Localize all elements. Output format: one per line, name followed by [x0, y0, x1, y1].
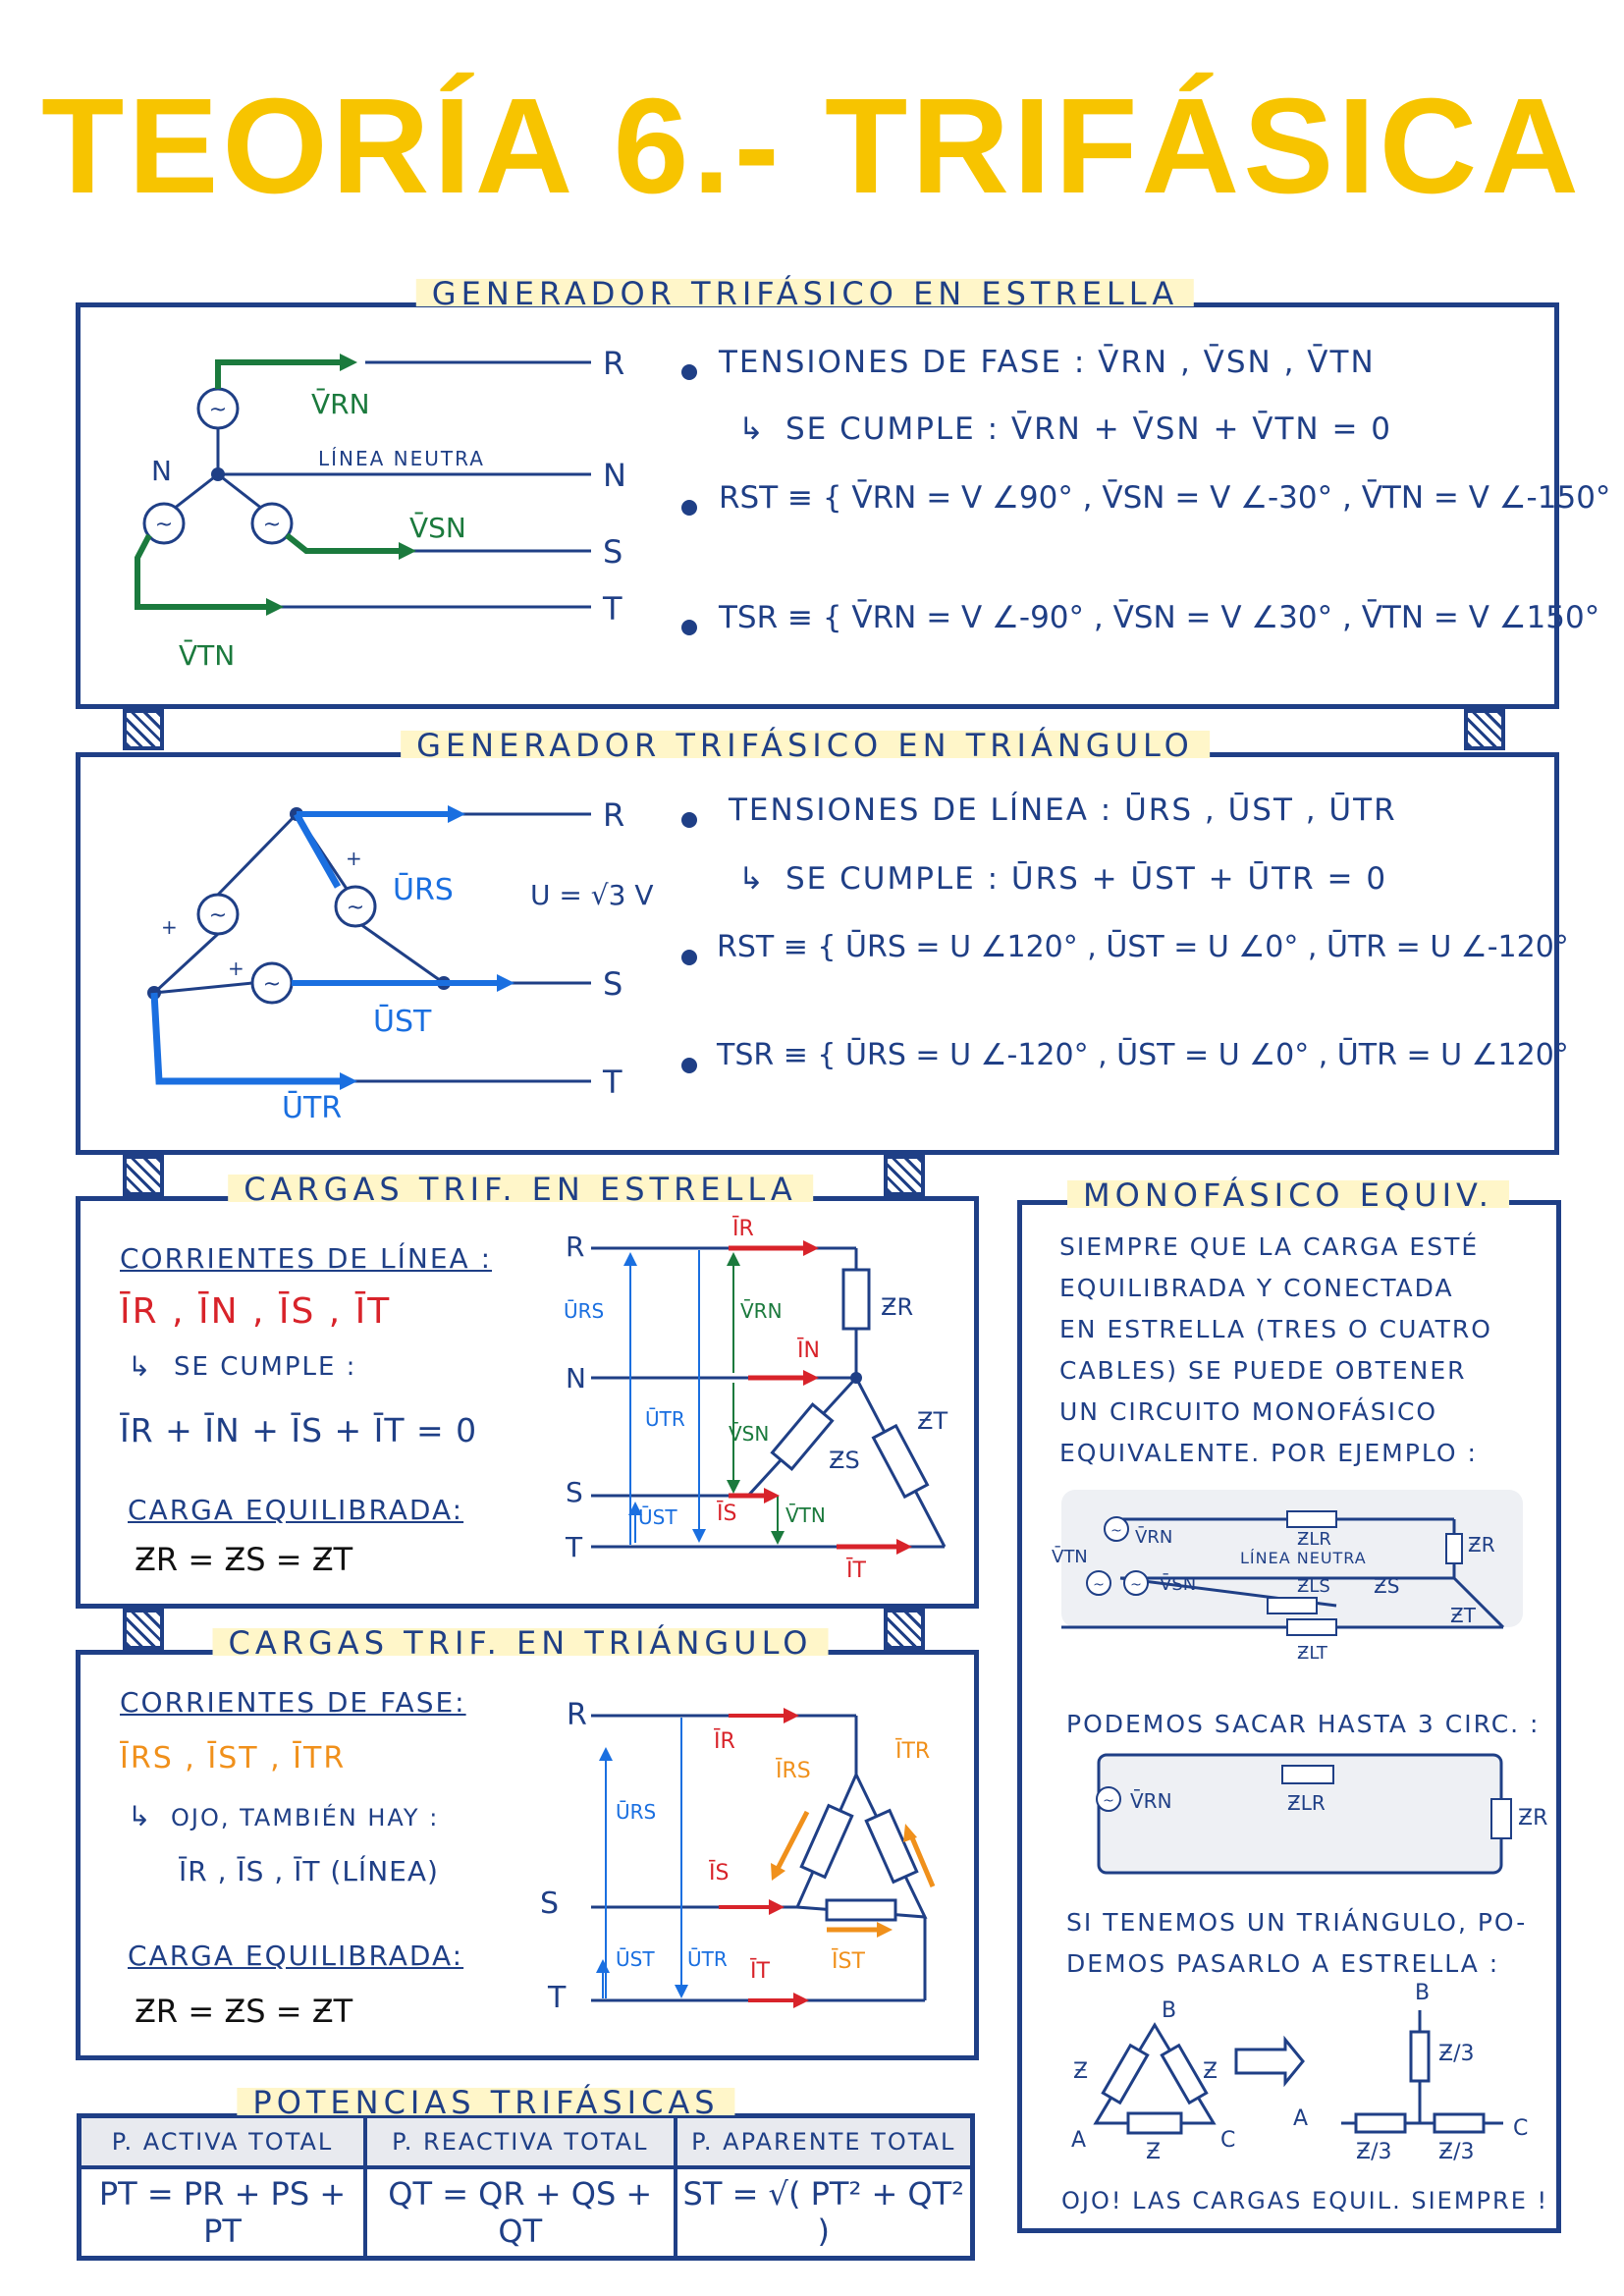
is-label: ĪS	[709, 1861, 730, 1886]
mono-text-line: EQUILIBRADA Y CONECTADA	[1059, 1274, 1454, 1302]
svg-text:~: ~	[208, 398, 228, 422]
delta-star-text: SI TENEMOS UN TRIÁNGULO, PO-	[1066, 1908, 1528, 1937]
svg-text:~: ~	[208, 903, 228, 928]
bullet	[681, 500, 697, 516]
terminal-s: S	[540, 1886, 560, 1921]
zr-label: ƵR	[881, 1293, 914, 1321]
hatch-pillar	[123, 1155, 164, 1196]
it-label: ĪT	[750, 1959, 770, 1984]
zlt-label: ƵLT	[1297, 1643, 1327, 1664]
zt-label: ƵT	[1450, 1604, 1476, 1627]
power-formula-active: PT = PR + PS + PT	[80, 2167, 366, 2259]
star-loads-arrow-icon: ↳	[128, 1350, 151, 1383]
powers-title: POTENCIAS TRIFÁSICAS	[237, 2084, 734, 2121]
terminal-r: R	[603, 345, 625, 382]
zt-label: ƵT	[917, 1407, 948, 1435]
irs-label: ĪRS	[776, 1759, 811, 1783]
star-loads-diagram	[81, 1201, 974, 1604]
star-generator-box	[76, 302, 1611, 709]
mono-title: MONOFÁSICO EQUIV.	[1067, 1176, 1509, 1214]
power-header-apparent: P. APARENTE TOTAL	[676, 2116, 973, 2168]
z3-label: Ƶ/3	[1356, 2140, 1392, 2164]
single-zr-label: ƵR	[1518, 1806, 1548, 1831]
bullet	[681, 812, 697, 828]
utr-label: ŪTR	[687, 1947, 728, 1971]
power-formula-reactive: QT = QR + QS + QT	[365, 2167, 676, 2259]
terminal-r: R	[566, 1230, 585, 1263]
node-a: A	[1071, 2128, 1087, 2153]
star-tsr: TSR ≡ { V̄RN = V ∠-90° , V̄SN = V ∠30° , V̄TN = V ∠150°	[719, 600, 1600, 635]
delta-loads-box	[76, 1650, 979, 2060]
vtn-label: V̄TN	[179, 639, 236, 672]
star-node-label: N	[151, 455, 172, 487]
svg-text:~: ~	[1130, 1577, 1142, 1593]
z-label: Ƶ	[1203, 2059, 1218, 2084]
star-loads-box	[76, 1196, 979, 1609]
u-relation: U = √3 V	[530, 879, 654, 911]
utr-label: ŪTR	[645, 1407, 685, 1431]
mono-text-line: EQUIVALENTE. POR EJEMPLO :	[1059, 1439, 1478, 1467]
z3-label: Ƶ/3	[1438, 2140, 1475, 2164]
vtn-label: V̄TN	[1052, 1547, 1088, 1567]
mono-box	[1017, 1200, 1561, 2233]
vrn-label: V̄RN	[740, 1299, 783, 1323]
urs-label: ŪRS	[393, 873, 454, 907]
hatch-pillar	[884, 1155, 925, 1196]
vrn-label: V̄RN	[1135, 1527, 1173, 1548]
hatch-pillar	[123, 709, 164, 750]
ust-label: ŪST	[373, 1005, 432, 1039]
delta-loads-diagram	[81, 1655, 974, 2055]
mono-text-line: UN CIRCUITO MONOFÁSICO	[1059, 1397, 1438, 1426]
delta-star-text: DEMOS PASARLO A ESTRELLA :	[1066, 1949, 1500, 1978]
ir-label: ĪR	[714, 1729, 735, 1754]
utr-label: ŪTR	[282, 1091, 343, 1125]
neutral-line-label: LÍNEA NEUTRA	[1240, 1549, 1367, 1567]
zr-label: ƵR	[1468, 1533, 1495, 1557]
ir-label: ĪR	[732, 1217, 754, 1241]
node-a: A	[1293, 2106, 1309, 2131]
svg-text:~: ~	[262, 513, 282, 537]
vsn-label: V̄SN	[409, 512, 466, 544]
power-header-reactive: P. REACTIVA TOTAL	[365, 2116, 676, 2168]
terminal-n: N	[566, 1362, 586, 1394]
svg-text:+: +	[346, 847, 362, 870]
mono-text-line: EN ESTRELLA (TRES O CUATRO	[1059, 1315, 1492, 1343]
zs-label: ƵS	[829, 1447, 860, 1474]
bullet	[681, 950, 697, 965]
powers-table	[77, 2113, 975, 2261]
hatch-pillar	[123, 1609, 164, 1650]
delta-sum-rule: SE CUMPLE : ŪRS + ŪST + ŪTR = 0	[785, 861, 1388, 897]
z-label: Ƶ	[1073, 2059, 1089, 2084]
star-generator-title: GENERADOR TRIFÁSICO EN ESTRELLA	[416, 275, 1194, 312]
mono-text-line: SIEMPRE QUE LA CARGA ESTÉ	[1059, 1232, 1480, 1261]
star-balanced-heading: CARGA EQUILIBRADA:	[128, 1494, 464, 1526]
z-label: Ƶ	[1146, 2140, 1162, 2164]
terminal-s: S	[566, 1476, 583, 1508]
in-label: ĪN	[797, 1339, 820, 1363]
hatch-pillar	[1464, 709, 1505, 750]
svg-text:~: ~	[1093, 1577, 1105, 1593]
mono-text-line: CABLES) SE PUEDE OBTENER	[1059, 1356, 1467, 1385]
vsn-label: V̄SN	[729, 1422, 770, 1446]
star-sum-arrow-icon: ↳	[738, 411, 766, 447]
itr-label: ĪTR	[895, 1739, 931, 1764]
ust-label: ŪST	[638, 1505, 677, 1529]
terminal-t: T	[603, 590, 623, 628]
delta-note-arrow-icon: ↳	[128, 1800, 151, 1832]
svg-text:+: +	[228, 957, 244, 980]
delta-currents-heading: CORRIENTES DE FASE:	[120, 1686, 466, 1719]
terminal-t: T	[548, 1981, 567, 2015]
node-c: C	[1513, 2116, 1529, 2141]
page-title: TEORÍA 6.- TRIFÁSICA	[41, 71, 1583, 222]
delta-note: OJO, TAMBIÉN HAY :	[171, 1804, 440, 1831]
ist-label: ĪST	[832, 1949, 865, 1974]
delta-line-currents: ĪR , ĪS , ĪT (LÍNEA)	[179, 1855, 439, 1887]
star-loads-sum-rule: ĪR + ĪN + ĪS + ĪT = 0	[120, 1411, 478, 1449]
star-sum-rule: SE CUMPLE : V̄RN + V̄SN + V̄TN = 0	[785, 411, 1393, 447]
z3-label: Ƶ/3	[1438, 2042, 1475, 2066]
power-header-active: P. ACTIVA TOTAL	[80, 2116, 366, 2168]
star-currents-heading: CORRIENTES DE LÍNEA :	[120, 1242, 492, 1275]
svg-text:~: ~	[1110, 1523, 1122, 1539]
it-label: ĪT	[846, 1558, 866, 1583]
star-rst: RST ≡ { V̄RN = V ∠90° , V̄SN = V ∠-30° , V̄TN = V ∠-150°	[719, 480, 1611, 516]
line-voltages: TENSIONES DE LÍNEA : ŪRS , ŪST , ŪTR	[729, 793, 1397, 828]
delta-tsr: TSR ≡ { ŪRS = U ∠-120° , ŪST = U ∠0° , ŪTR = U ∠120°	[717, 1038, 1569, 1072]
vsn-label: V̄SN	[1160, 1574, 1197, 1595]
terminal-t: T	[603, 1064, 623, 1101]
star-loads-sum-label: SE CUMPLE :	[174, 1352, 357, 1382]
urs-label: ŪRS	[564, 1299, 605, 1323]
bullet	[681, 364, 697, 380]
neutral-line-label: LÍNEA NEUTRA	[318, 447, 485, 470]
single-zlr-label: ƵLR	[1287, 1791, 1326, 1815]
warning-text: OJO! LAS CARGAS EQUIL. SIEMPRE !	[1061, 2187, 1549, 2214]
delta-loads-title: CARGAS TRIF. EN TRIÁNGULO	[213, 1624, 829, 1662]
single-vrn-label: V̄RN	[1130, 1789, 1172, 1813]
node-b: B	[1162, 1998, 1177, 2023]
terminal-r: R	[567, 1698, 587, 1732]
delta-generator-title: GENERADOR TRIFÁSICO EN TRIÁNGULO	[401, 727, 1210, 764]
delta-sum-arrow-icon: ↳	[738, 861, 764, 897]
bullet	[681, 1058, 697, 1073]
is-label: ĪS	[717, 1502, 737, 1526]
star-currents: ĪR , ĪN , ĪS , ĪT	[120, 1291, 392, 1332]
svg-text:~: ~	[1103, 1793, 1114, 1809]
star-loads-title: CARGAS TRIF. EN ESTRELLA	[228, 1171, 813, 1208]
hatch-pillar	[884, 1609, 925, 1650]
svg-text:~: ~	[346, 896, 365, 920]
terminal-r: R	[603, 796, 625, 834]
delta-balanced-rule: ƵR = ƵS = ƵT	[135, 1993, 353, 2030]
terminal-n: N	[603, 457, 626, 494]
urs-label: ŪRS	[616, 1800, 657, 1824]
terminal-t: T	[566, 1531, 583, 1563]
delta-currents: ĪRS , ĪST , ĪTR	[120, 1741, 347, 1776]
node-c: C	[1220, 2128, 1236, 2153]
power-formula-apparent: ST = √( PT² + QT² )	[676, 2167, 973, 2259]
phase-voltages: TENSIONES DE FASE : V̄RN , V̄SN , V̄TN	[719, 345, 1376, 380]
node-b: B	[1415, 1981, 1431, 2005]
svg-text:+: +	[161, 915, 178, 939]
delta-generator-box	[76, 752, 1569, 1155]
ust-label: ŪST	[616, 1947, 655, 1971]
svg-text:~: ~	[262, 972, 282, 997]
bullet	[681, 620, 697, 635]
extract-text: PODEMOS SACAR HASTA 3 CIRC. :	[1066, 1710, 1541, 1738]
zls-label: ƵLS	[1297, 1576, 1330, 1597]
terminal-s: S	[603, 965, 623, 1003]
delta-rst: RST ≡ { ŪRS = U ∠120° , ŪST = U ∠0° , ŪTR = U ∠-120°	[717, 930, 1569, 964]
vtn-label: V̄TN	[785, 1503, 826, 1527]
star-balanced-rule: ƵR = ƵS = ƵT	[135, 1541, 353, 1578]
terminal-s: S	[603, 533, 623, 571]
delta-balanced-heading: CARGA EQUILIBRADA:	[128, 1940, 464, 1972]
zlr-label: ƵLR	[1297, 1529, 1331, 1550]
vrn-label: V̄RN	[311, 388, 370, 420]
svg-text:~: ~	[154, 513, 174, 537]
zs-label: ƵS	[1374, 1574, 1400, 1598]
